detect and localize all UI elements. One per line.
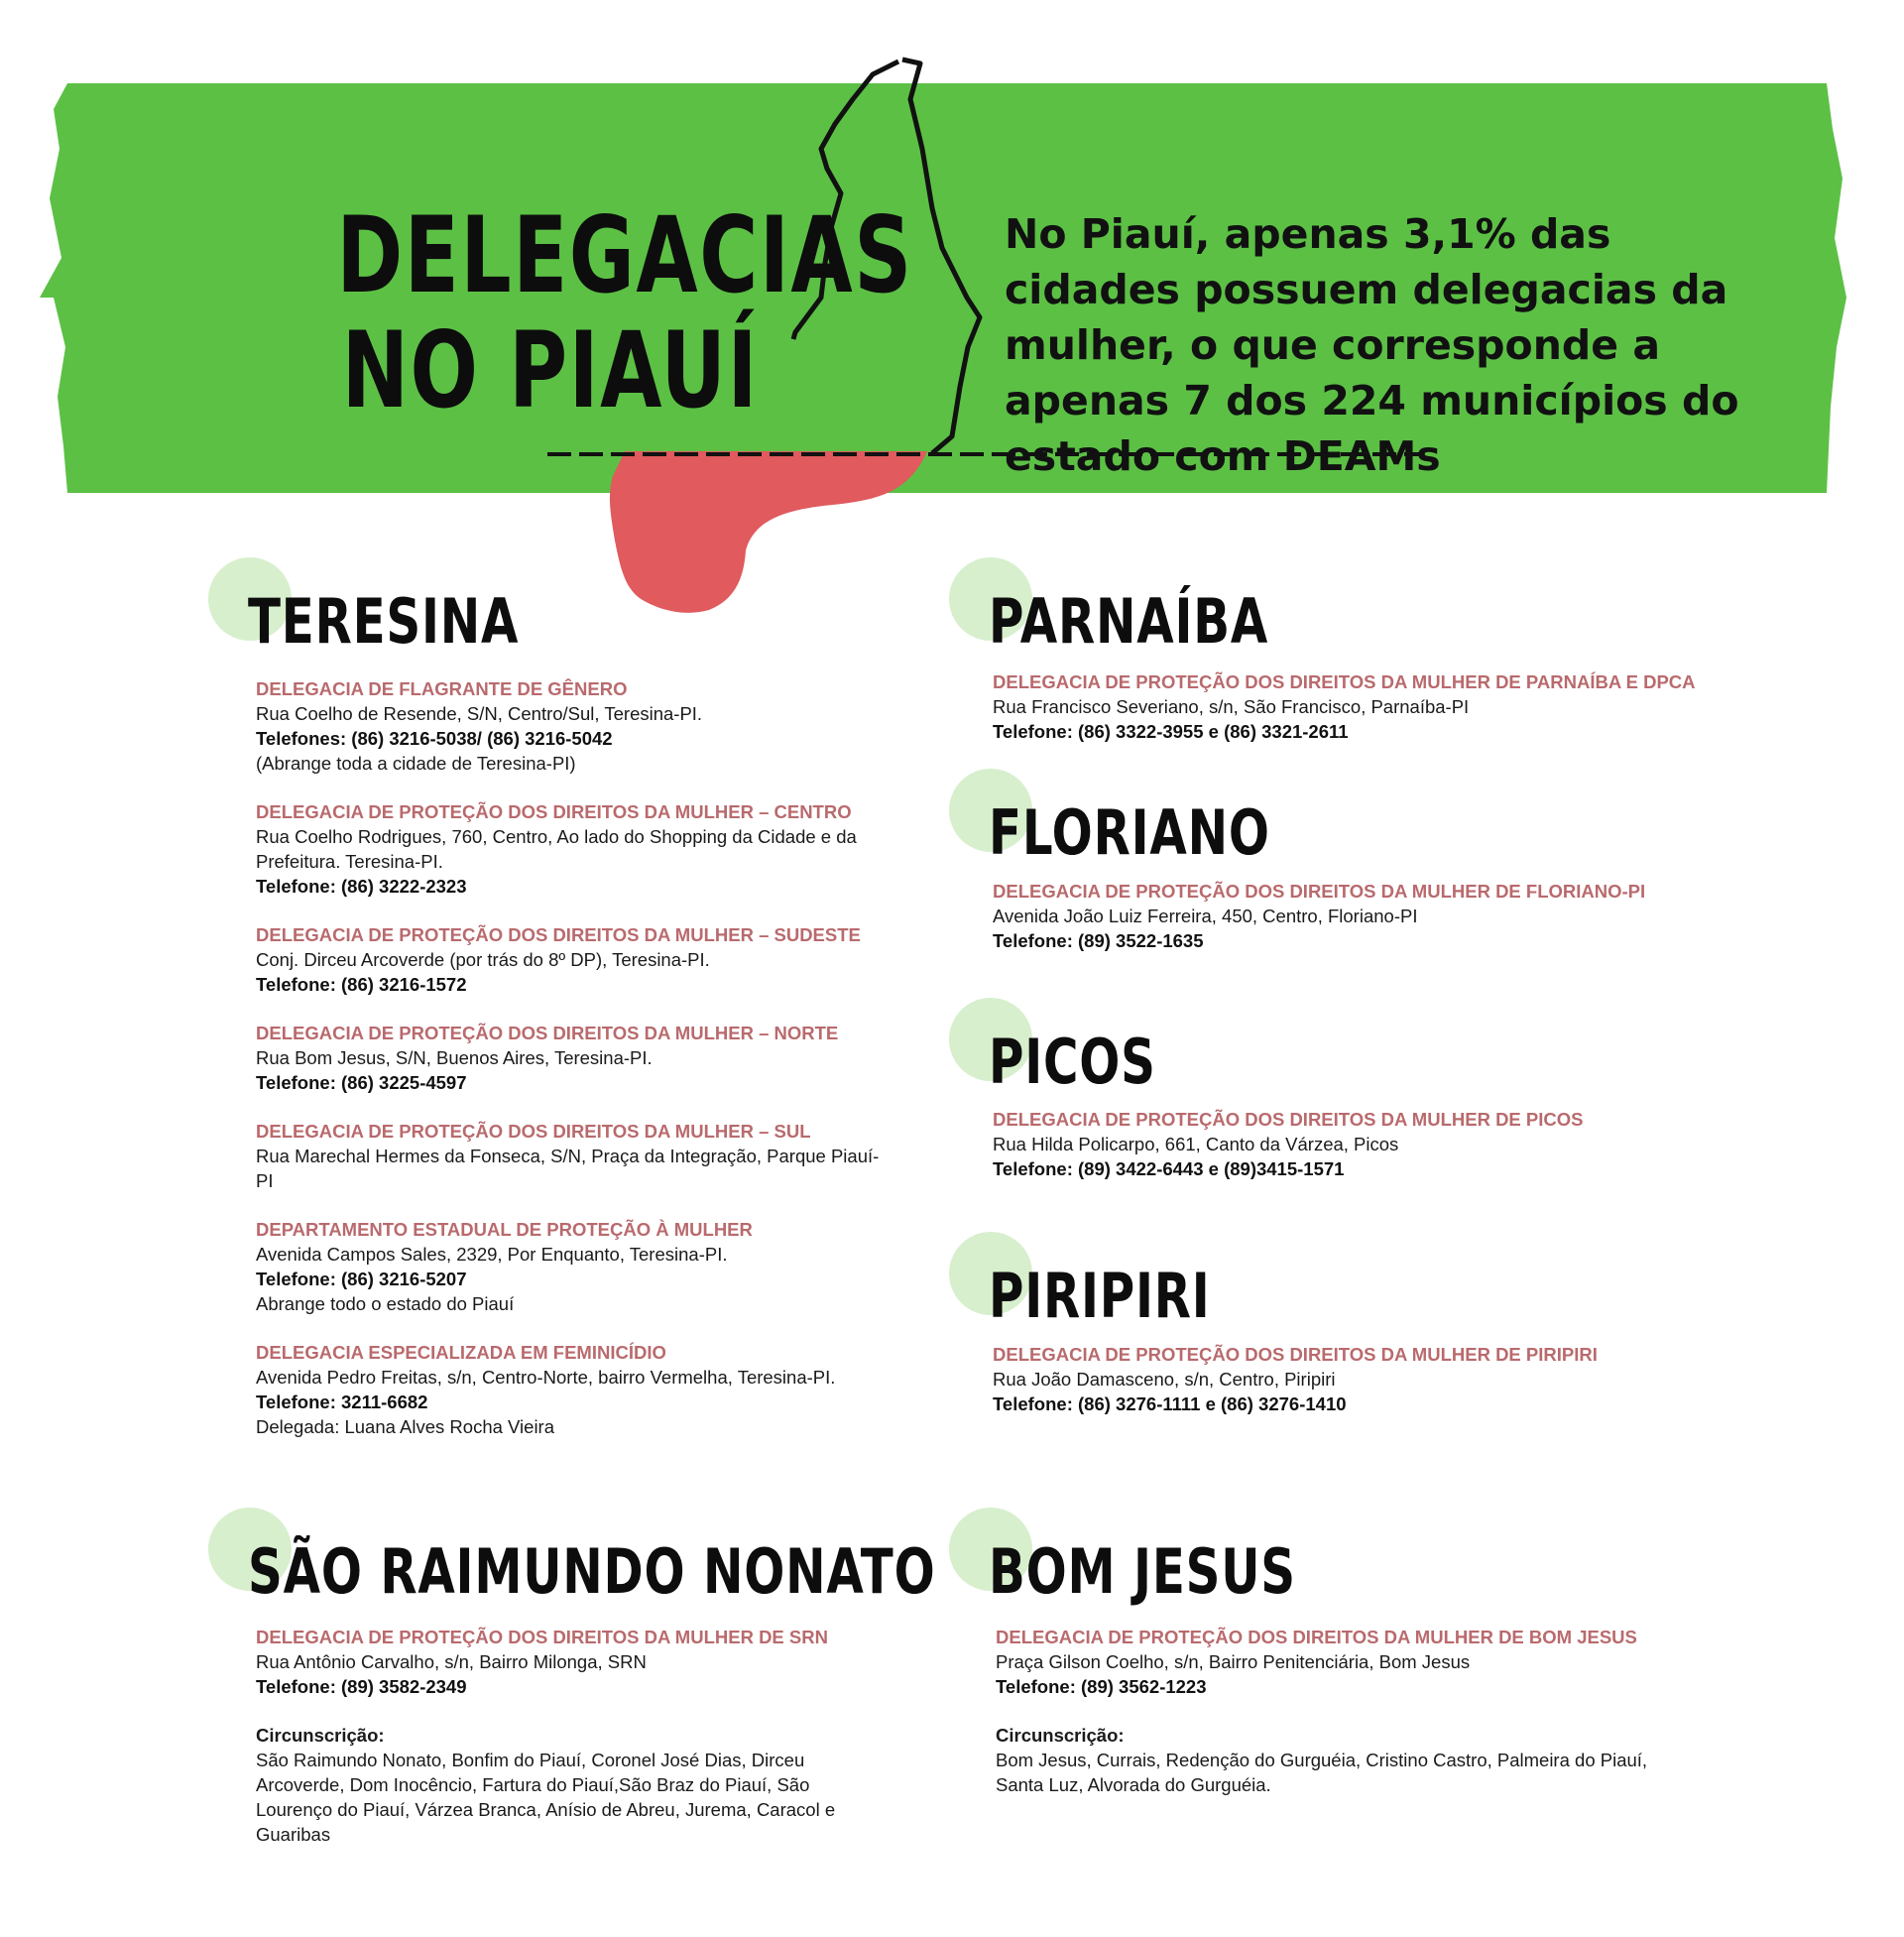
entry — [256, 1625, 891, 1699]
entry — [256, 1217, 891, 1316]
entry-name: DELEGACIA DE PROTEÇÃO DOS DIREITOS DA MULHER DE BOM JESUS — [996, 1627, 1637, 1647]
circumscription-label: Circunscrição: — [256, 1725, 385, 1746]
entry — [256, 799, 891, 899]
city-heading: SÃO RAIMUNDO NONATO — [248, 1535, 936, 1608]
entry-address: Avenida Pedro Freitas, s/n, Centro-Norte, bairro Vermelha, Teresina-PI. — [256, 1367, 836, 1388]
entry-name: DELEGACIA DE PROTEÇÃO DOS DIREITOS DA MULHER DE SRN — [256, 1627, 828, 1647]
entry — [993, 669, 1766, 744]
title-line-1: DELEGACIAS — [336, 194, 913, 316]
entry-note: (Abrange toda a cidade de Teresina-PI) — [256, 753, 576, 774]
entry — [256, 1119, 891, 1193]
entry — [256, 1340, 891, 1439]
entry-phone: Telefone: (86) 3222-2323 — [256, 876, 467, 897]
parnaiba-entries — [993, 669, 1766, 768]
entry-address: Rua Marechal Hermes da Fonseca, S/N, Praça da Integração, Parque Piauí-PI — [256, 1146, 880, 1191]
entry-address: Rua Bom Jesus, S/N, Buenos Aires, Teresina-PI. — [256, 1047, 653, 1068]
entry-phone: Telefone: (86) 3225-4597 — [256, 1072, 467, 1093]
entry-name: DELEGACIA DE FLAGRANTE DE GÊNERO — [256, 678, 628, 699]
page-title — [336, 194, 913, 431]
entry-name: DELEGACIA DE PROTEÇÃO DOS DIREITOS DA MULHER – SUL — [256, 1121, 811, 1142]
entry — [993, 879, 1766, 953]
city-teresina — [248, 587, 595, 657]
entry-address: Rua Coelho de Resende, S/N, Centro/Sul, Teresina-PI. — [256, 703, 703, 724]
circumscription — [256, 1723, 891, 1847]
entry-phone: Telefones: (86) 3216-5038/ (86) 3216-5042 — [256, 728, 613, 749]
city-bom-jesus — [989, 1537, 1382, 1607]
city-floriano — [989, 798, 1350, 868]
entry-address: Rua Coelho Rodrigues, 760, Centro, Ao lado do Shopping da Cidade e da Prefeitura. Teresina-PI. — [256, 826, 857, 872]
entry-phone: Telefone: (86) 3276-1111 e (86) 3276-1410 — [993, 1393, 1347, 1414]
city-heading: PICOS — [989, 1026, 1156, 1098]
entry — [256, 676, 891, 776]
entry-note: Abrange todo o estado do Piauí — [256, 1293, 515, 1314]
circumscription — [996, 1723, 1650, 1797]
entry-name: DELEGACIA DE PROTEÇÃO DOS DIREITOS DA MULHER – SUDESTE — [256, 924, 861, 945]
city-heading: PIRIPIRI — [989, 1260, 1211, 1332]
teresina-entries — [256, 676, 891, 1463]
map-south-shape — [610, 451, 927, 613]
floriano-entries — [993, 879, 1766, 977]
circumscription-text: Bom Jesus, Currais, Redenção do Gurguéia, Cristino Castro, Palmeira do Piauí, Santa Luz, Alvorada do Gurguéia. — [996, 1750, 1648, 1795]
entry-phone: Telefone: (89) 3582-2349 — [256, 1676, 467, 1697]
bomjesus-entries — [996, 1625, 1650, 1797]
entry-name: DELEGACIA DE PROTEÇÃO DOS DIREITOS DA MULHER DE PIRIPIRI — [993, 1344, 1598, 1365]
entry-address: Avenida João Luiz Ferreira, 450, Centro, Floriano-PI — [993, 906, 1418, 926]
city-heading: PARNAÍBA — [989, 585, 1269, 658]
entry-name: DEPARTAMENTO ESTADUAL DE PROTEÇÃO À MULHER — [256, 1219, 753, 1240]
entry — [996, 1625, 1650, 1699]
circumscription-text: São Raimundo Nonato, Bonfim do Piauí, Coronel José Dias, Dirceu Arcoverde, Dom Inocêncio, Fartura do Piauí,São Braz do Piauí, São Lourenço do Piauí, Várzea Branca, Anísio de Abreu, Jurema, Caracol e Guaribas — [256, 1750, 836, 1845]
entry-name: DELEGACIA ESPECIALIZADA EM FEMINICÍDIO — [256, 1342, 666, 1363]
city-heading: BOM JESUS — [989, 1535, 1296, 1608]
entry-name: DELEGACIA DE PROTEÇÃO DOS DIREITOS DA MULHER DE FLORIANO-PI — [993, 881, 1646, 902]
entry-name: DELEGACIA DE PROTEÇÃO DOS DIREITOS DA MULHER DE PICOS — [993, 1109, 1584, 1130]
entry — [993, 1342, 1766, 1416]
entry-address: Praça Gilson Coelho, s/n, Bairro Penitenciária, Bom Jesus — [996, 1651, 1471, 1672]
entry-address: Rua João Damasceno, s/n, Centro, Piripiri — [993, 1369, 1336, 1390]
entry-phone: Telefone: (89) 3562-1223 — [996, 1676, 1207, 1697]
city-parnaiba — [989, 587, 1348, 657]
entry-phone: Telefone: (89) 3422-6443 e (89)3415-1571 — [993, 1158, 1345, 1179]
entry-phone: Telefone: (89) 3522-1635 — [993, 930, 1204, 951]
entry-phone: Telefone: (86) 3322-3955 e (86) 3321-2611 — [993, 721, 1349, 742]
entry — [993, 1107, 1766, 1181]
entry-address: Conj. Dirceu Arcoverde (por trás do 8º DP), Teresina-PI. — [256, 949, 710, 970]
picos-entries — [993, 1107, 1766, 1205]
srn-entries — [256, 1625, 891, 1847]
city-heading: FLORIANO — [989, 796, 1270, 869]
circumscription-label: Circunscrição: — [996, 1725, 1125, 1746]
city-picos — [989, 1028, 1203, 1097]
entry-name: DELEGACIA DE PROTEÇÃO DOS DIREITOS DA MULHER – NORTE — [256, 1023, 839, 1043]
piripiri-entries — [993, 1342, 1766, 1440]
entry-note: Delegada: Luana Alves Rocha Vieira — [256, 1416, 555, 1437]
header-banner — [0, 0, 1904, 555]
city-heading: TERESINA — [248, 585, 520, 658]
entry-phone: Telefone: 3211-6682 — [256, 1392, 428, 1412]
entry-phone: Telefone: (86) 3216-1572 — [256, 974, 467, 995]
entry-address: Rua Antônio Carvalho, s/n, Bairro Milonga, SRN — [256, 1651, 647, 1672]
entry-name: DELEGACIA DE PROTEÇÃO DOS DIREITOS DA MULHER DE PARNAÍBA E DPCA — [993, 671, 1696, 692]
entry — [256, 1021, 891, 1095]
city-piripiri — [989, 1262, 1273, 1331]
entry-phone: Telefone: (86) 3216-5207 — [256, 1269, 467, 1289]
entry-address: Rua Hilda Policarpo, 661, Canto da Várzea, Picos — [993, 1134, 1399, 1154]
entry-name: DELEGACIA DE PROTEÇÃO DOS DIREITOS DA MULHER – CENTRO — [256, 801, 852, 822]
title-line-2: NO PIAUÍ — [341, 309, 759, 431]
lead-paragraph: No Piauí, apenas 3,1% das cidades possuem delegacias da mulher, o que corresponde a apenas 7 dos 224 municípios do estado com DEAMs — [1005, 210, 1739, 480]
entry-address: Avenida Campos Sales, 2329, Por Enquanto, Teresina-PI. — [256, 1244, 728, 1265]
entry — [256, 922, 891, 997]
entry-address: Rua Francisco Severiano, s/n, São Francisco, Parnaíba-PI — [993, 696, 1470, 717]
